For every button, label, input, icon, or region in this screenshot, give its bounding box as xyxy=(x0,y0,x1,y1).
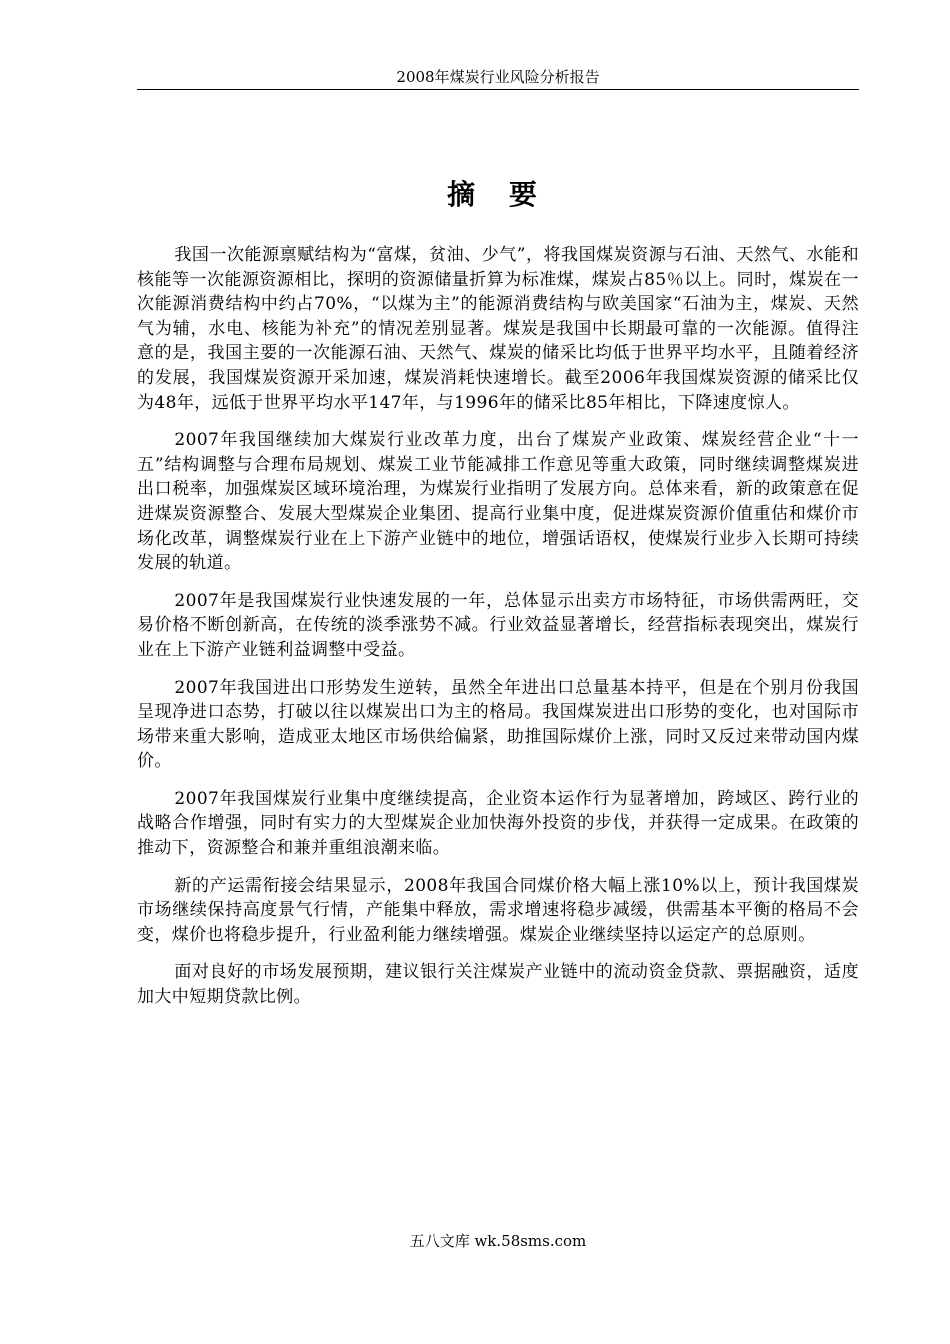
paragraph-7: 面对良好的市场发展预期，建议银行关注煤炭产业链中的流动资金贷款、票据融资，适度加大中短期贷款比例。 xyxy=(137,962,859,1008)
header-divider xyxy=(137,89,859,90)
abstract-body xyxy=(137,243,859,1023)
paragraph-4: 2007年我国进出口形势发生逆转，虽然全年进出口总量基本持平，但是在个别月份我国呈现净进口态势，打破以往以煤炭出口为主的格局。我国煤炭进出口形势的变化，也对国际市场带来重大影响，造成亚太地区市场供给偏紧，助推国际煤价上涨，同时又反过来带动国内煤价。 xyxy=(137,677,859,772)
page-header: 2008年煤炭行业风险分析报告 xyxy=(396,68,600,86)
paragraph-5: 2007年我国煤炭行业集中度继续提高，企业资本运作行为显著增加，跨域区、跨行业的战略合作增强，同时有实力的大型煤炭企业加快海外投资的步伐，并获得一定成果。在政策的推动下，资源整合和兼并重组浪潮来临。 xyxy=(137,788,859,859)
paragraph-3: 2007年是我国煤炭行业快速发展的一年，总体显示出卖方市场特征，市场供需两旺，交易价格不断创新高，在传统的淡季涨势不减。行业效益显著增长，经营指标表现突出，煤炭行业在上下游产业链利益调整中受益。 xyxy=(137,590,859,660)
paragraph-1: 我国一次能源禀赋结构为“富煤，贫油、少气”，将我国煤炭资源与石油、天然气、水能和核能等一次能源资源相比，探明的资源储量折算为标准煤，煤炭占85％以上。同时，煤炭在一次能源消费结构中约占70%，“以煤为主”的能源消费结构与欧美国家“石油为主，煤炭、天然气为辅，水电、核能为补充”的情况差别显著。煤炭是我国中长期最可靠的一次能源。值得注意的是，我国主要的一次能源石油、天然气、煤炭的储采比均低于世界平均水平，且随着经济的发展，我国煤炭资源开采加速，煤炭消耗快速增长。截至2006年我国煤炭资源的储采比仅为48年，远低于世界平均水平147年，与1996年的储采比85年相比，下降速度惊人。 xyxy=(137,245,859,413)
paragraph-2: 2007年我国继续加大煤炭行业改革力度，出台了煤炭产业政策、煤炭经营企业“十一五”结构调整与合理布局规划、煤炭工业节能减排工作意见等重大政策，同时继续调整煤炭进出口税率，加强煤炭区域环境治理，为煤炭行业指明了发展方向。总体来看，新的政策意在促进煤炭资源整合、发展大型煤炭企业集团、提高行业集中度，促进煤炭资源价值重估和煤价市场化改革，调整煤炭行业在上下游产业链中的地位，增强话语权，使煤炭行业步入长期可持续发展的轨道。 xyxy=(137,430,859,574)
page-footer: 五八文库 wk.58sms.com xyxy=(409,1232,587,1250)
page-title: 摘 要 xyxy=(447,178,549,211)
paragraph-6: 新的产运需衔接会结果显示，2008年我国合同煤价格大幅上涨10%以上，预计我国煤炭市场继续保持高度景气行情，产能集中释放，需求增速将稳步减缓，供需基本平衡的格局不会变，煤价也将稳步提升，行业盈利能力继续增强。煤炭企业继续坚持以运定产的总原则。 xyxy=(137,875,859,945)
